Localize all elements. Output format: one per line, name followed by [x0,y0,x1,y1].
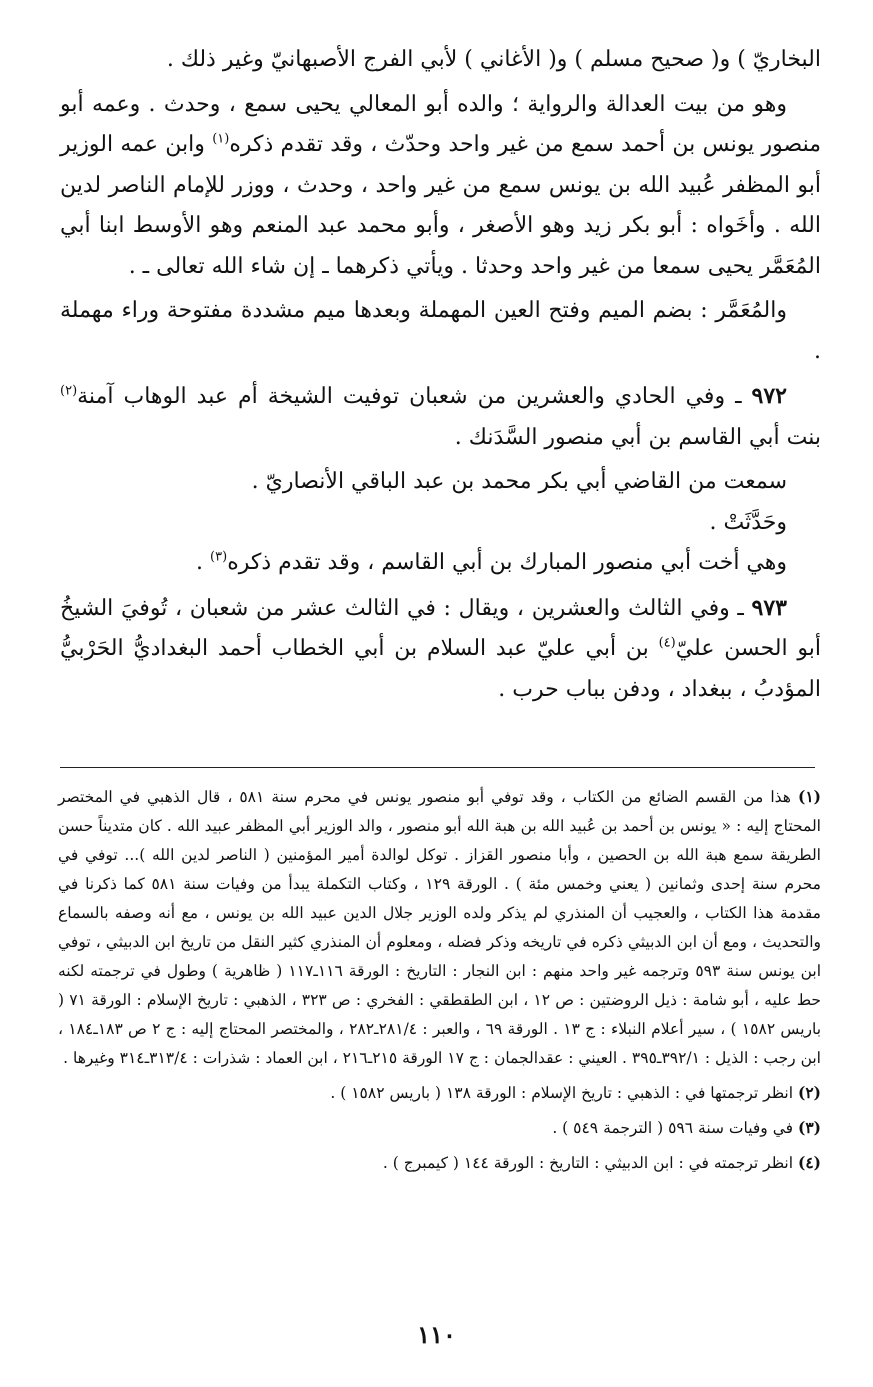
footnote-ref-2: (٢) [60,383,78,399]
footnote-ref-3: (٣) [210,549,228,565]
paragraph-narrated: وحَدَّثَتْ . [709,509,787,535]
footnote-2: (٢) انظر ترجمتها في : الذهبي : تاريخ الإسلام : الورقة ١٣٨ ( باريس ١٥٨٢ ) . [330,1083,821,1102]
footnote-1: (١) هذا من القسم الضائع من الكتاب ، وقد توفي أبو منصور يونس في محرم سنة ٥٨١ ، قال الذهبي في المختصر المحتاج إليه : « يونس بن أحمد بن عُبيد الله بن هبة الله أبو منصور ، والد الوزير أبي المظفر عبيد الله . كان متديناً حسن الطريقة سمع هبة الله بن الحصين ، وأبا منصور القزاز . توكل لوالدة أمير المؤمنين ( الناصر لدين الله )... توفي في محرم سنة إحدى وثمانين ( يعني وخمس مئة ) . الورقة ١٢٩ ، وكتاب التكملة يبدأ من وفيات سنة ٥٨١ كما ذكرنا في مقدمة هذا الكتاب ، والعجيب أن المنذري لم يذكر ولده الوزير جلال الدين عبيد الله بن يونس ، مع أنه وصفه بالسماع والتحديث ، ومع أن ابن الدبيثي ذكره في تاريخه وذكر فضله ، ومعلوم أن المنذري كثير النقل من تاريخ ابن الدبيثي ، توفي ابن يونس سنة ٥٩٣ وترجمه غير واحد منهم : ابن النجار : التاريخ : الورقة ١١٦ـ١١٧ ( ظاهرية ) وطول في ترجمته لكنه حط عليه ، أبو شامة : ذيل الروضتين : ص ١٢ ، ابن الطقطقي : الفخري : ص ٣٢٣ ، الذهبي : تاريخ الإسلام : الورقة ٧١ ( باريس ١٥٨٢ ) ، سير أعلام النبلاء : ج ١٣ . الورقة ٦٩ ، والعبر : ٢٨١/٤ـ٢٨٢ ، والمختصر المحتاج إليه : ج ٢ ص ١٨٣ـ١٨٤ ، ابن رجب : الذيل : ٣٩٢/١ـ٣٩٥ . العيني : عقدالجمان : ج ١٧ الورقة ٢١٥ـ٢١٦ ، ابن العماد : شذرات : ٣١٣/٤ـ٣١٤ وغيرها . [58,787,822,1067]
paragraph-vocalization: والمُعَمَّر : بضم الميم وفتح العين المهملة وبعدها ميم مشددة مفتوحة وراء مهملة . [60,298,821,364]
entry-973: ٩٧٣ ـ وفي الثالث والعشرين ، ويقال : في الثالث عشر من شعبان ، تُوفيَ الشيخُ أبو الحسن عليّ$^{(٤)}$ بن أبي عليّ عبد السلام بن أبي الخطاب أحمد البغداديُّ الحَرْبيُّ المؤدبُ ، ببغداد ، ودفن بباب حرب . [60,594,822,702]
paragraph-family: وهو من بيت العدالة والرواية ؛ والده أبو المعالي يحيى سمع ، وحدث . وعمه أبو منصور يونس بن أحمد سمع من غير واحد وحدّث ، وقد تقدم ذكره$^{(١)}$ وابن عمه الوزير أبو المظفر عُبيد الله بن يونس سمع من غير واحد ، وحدث ، ووزر للإمام الناصر لدين الله . وأخَواه : أبو بكر زيد وهو الأصغر ، وأبو محمد عبد المنعم وهو الأوسط ابنا أبي المُعَمَّر يحيى سمعا من غير واحد وحدثا . ويأتي ذكرهما ـ إن شاء الله تعالى ـ . [60,91,821,279]
footnote-3: (٣) في وفيات سنة ٥٩٦ ( الترجمة ٥٤٩ ) . [552,1118,821,1137]
paragraph-sister: وهي أخت أبي منصور المبارك بن أبي القاسم ، وقد تقدم ذكره$^{(٣)}$ . [196,549,787,575]
entry-972: ٩٧٢ ـ وفي الحادي والعشرين من شعبان توفيت الشيخة أم عبد الوهاب آمنة$^{(٢)}$ بنت أبي القاسم بن أبي منصور السَّدَنك . [60,383,821,450]
page-number: ١١٠ [417,1320,456,1349]
footnote-divider [60,767,815,768]
footnote-ref-1: (١) [212,131,230,147]
paragraph-heard: سمعت من القاضي أبي بكر محمد بن عبد الباقي الأنصاريّ . [251,469,787,494]
main-text [60,40,821,710]
footnote-4: (٤) انظر ترجمته في : ابن الدبيثي : التاريخ : الورقة ١٤٤ ( كيمبرج ) . [382,1153,821,1172]
footnote-ref-4: (٤) [658,635,676,651]
footnotes [58,782,821,1178]
entry-number: ٩٧٢ [751,383,787,409]
entry-number: ٩٧٣ [751,594,787,621]
paragraph-continuation: البخاريّ ) و( صحيح مسلم ) و( الأغاني ) لأبي الفرج الأصبهانيّ وغير ذلك . [166,47,821,72]
